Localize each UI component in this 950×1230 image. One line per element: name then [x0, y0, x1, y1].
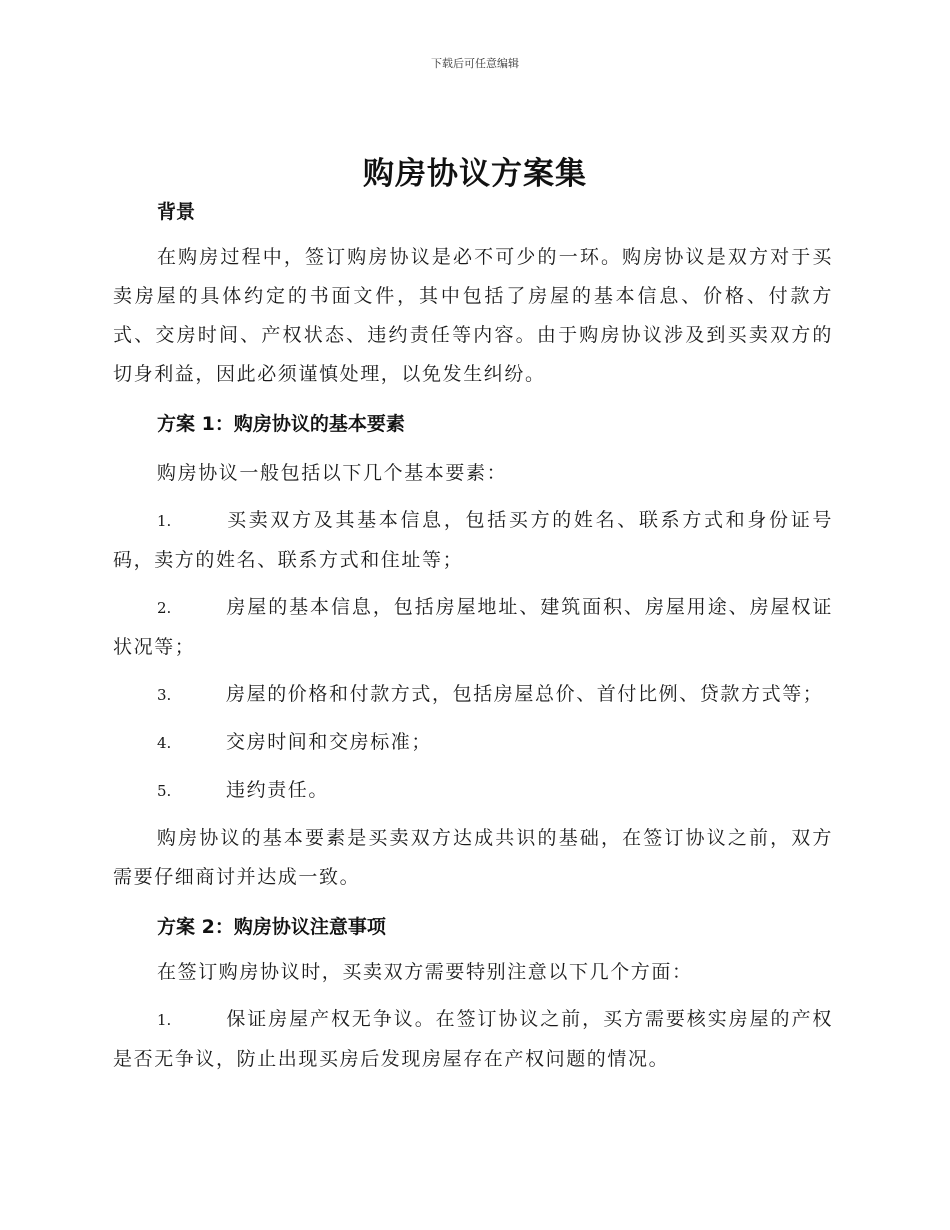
list-item-number: 5. [157, 782, 172, 800]
background-paragraph: 在购房过程中，签订购房协议是必不可少的一环。购房协议是双方对于买卖房屋的具体约定的书面文件，其中包括了房屋的基本信息、价格、付款方式、交房时间、产权状态、违约责任等内容。由于购房协议涉及到买卖双方的切身利益，因此必须谨慎处理，以免发生纠纷。 [113, 246, 833, 385]
plan1-conclusion: 购房协议的基本要素是买卖双方达成共识的基础，在签订协议之前，双方需要仔细商讨并达成一致。 [113, 827, 833, 888]
plan1-intro: 购房协议一般包括以下几个基本要素： [157, 462, 508, 484]
list-item-number: 1. [157, 512, 172, 530]
list-item-number: 4. [157, 734, 172, 752]
list-item [113, 675, 833, 715]
document-body [113, 198, 833, 1079]
page-header: 下载后可任意编辑 [431, 57, 519, 70]
list-item-text: 房屋的基本信息，包括房屋地址、建筑面积、房屋用途、房屋权证状况等； [113, 596, 833, 658]
document-title: 购房协议方案集 [363, 156, 587, 192]
list-item-text: 保证房屋产权无争议。在签订协议之前，买方需要核实房屋的产权是否无争议，防止出现买房后发现房屋存在产权问题的情况。 [113, 1008, 833, 1070]
list-item [113, 1000, 833, 1079]
list-item-number: 1. [157, 1011, 172, 1029]
list-item-text: 违约责任。 [226, 779, 330, 801]
section-heading-background: 背景 [157, 201, 196, 223]
list-item-text: 买卖双方及其基本信息，包括买方的姓名、联系方式和身份证号码，卖方的姓名、联系方式和住址等； [113, 509, 833, 571]
list-item [113, 501, 833, 580]
section-heading-plan1: 方案 1：购房协议的基本要素 [157, 413, 405, 435]
list-item [113, 723, 833, 763]
list-item-number: 3. [157, 686, 172, 704]
list-item-text: 交房时间和交房标准； [226, 731, 433, 753]
list-item-number: 2. [157, 599, 172, 617]
list-item [113, 771, 833, 811]
list-item-text: 房屋的价格和付款方式，包括房屋总价、首付比例、贷款方式等； [226, 683, 824, 705]
list-item [113, 588, 833, 667]
plan2-intro: 在签订购房协议时，买卖双方需要特别注意以下几个方面： [157, 961, 693, 983]
section-heading-plan2: 方案 2：购房协议注意事项 [157, 916, 386, 938]
